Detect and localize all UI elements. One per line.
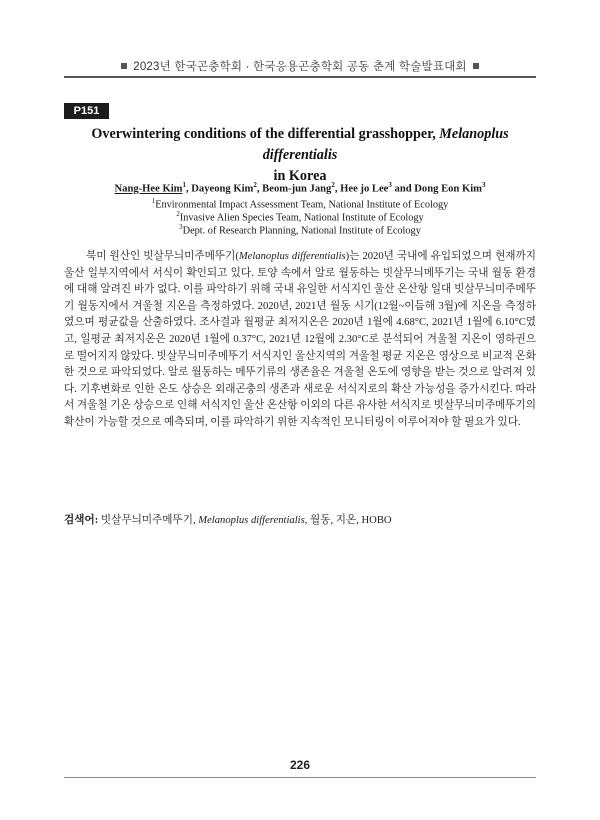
author-separator: , [256, 183, 263, 195]
author-affiliation-mark: 2 [331, 181, 335, 189]
author-affiliation-mark: 3 [388, 181, 392, 189]
author-list [64, 178, 536, 197]
author-affiliation-mark: 3 [481, 181, 486, 189]
header-divider [64, 76, 536, 78]
author-name: Nang-Hee Kim [114, 183, 183, 195]
footer-divider [64, 777, 536, 778]
abstract-text: 북미 원산인 빗살무늬미주메뚜기( [86, 251, 239, 262]
author-separator: , [334, 183, 341, 195]
square-bullet-icon [473, 63, 479, 69]
author-separator: , [185, 183, 192, 195]
affiliation-text: Dept. of Research Planning, National Institute of Ecology [182, 225, 421, 237]
title-species: Melanoplus differentialis [262, 126, 509, 163]
affiliation-text: Invasive Alien Species Team, National Institute of Ecology [179, 212, 424, 224]
keywords-label: 검색어: [64, 515, 99, 526]
affiliation [64, 221, 536, 237]
affiliation-mark: 3 [179, 223, 183, 231]
affiliation-text: Environmental Impact Assessment Team, National Institute of Ecology [155, 199, 449, 211]
keywords-species: Melanoplus differentialis [198, 515, 305, 526]
poster-id-badge: P151 [64, 103, 109, 119]
conference-header [0, 58, 600, 74]
square-bullet-icon [121, 63, 127, 69]
affiliation-mark: 2 [176, 210, 180, 218]
keywords [64, 513, 536, 529]
author-name: Dayeong Kim [191, 183, 254, 195]
author-name: Dong Eon Kim [414, 183, 482, 195]
author-conjunction: and [391, 183, 415, 195]
author-name: Hee jo Lee [340, 183, 389, 195]
author-affiliation-mark: 1 [182, 181, 186, 189]
abstract-species: Melanoplus differentialis [238, 251, 346, 262]
keywords-text: , 월동, 지온, HOBO [304, 515, 392, 526]
author-affiliation-mark: 2 [253, 181, 257, 189]
keywords-text: 빗살무늬미주메뚜기, [98, 515, 199, 526]
abstract-text: )는 2020년 국내에 유입되었으며 현재까지 울산 일부지역에서 서식이 확인되고 있다. 토양 속에서 알로 월동하는 빗살무늬메뚜기는 국내 월동 환경에 대해 알려진 바가 없다. 이를 파악하기 위해 국내 유일한 서식지인 울산 온산항 일대 빗살무늬미주메뚜기 월동지에서 겨울철 지온을 측정하였다. 2020년, 2021년 월동 시기(12월~이듬해 3월)에 지온을 측정하였으며 평균값을 산출하였다. 조사결과 월평균 최저지온은 2020년 1월에 4.68°C, 2021년 1월에 6.10°C였고, 일평균 최저지온은 2020년 1월에 0.37°C, 2021년 12월에 2.30°C로 분석되어 겨울철 지온이 영하권으로 떨어지지 않았다. 빗살무늬미주메뚜기 서식지인 울산지역의 겨울철 평균 지온은 영상으로 비교적 온화한 것으로 파악되었다. 알로 월동하는 메뚜기류의 생존율은 겨울철 온도에 영향을 받는 것으로 알려져 있다. 기후변화로 인한 온도 상승은 외래곤충의 생존과 새로운 서식지로의 확산 가능성을 증가시킨다. 따라서 겨울철 기온 상승으로 인해 서식지인 울산 온산항 이외의 다른 유사한 서식지로 빗살무늬미주메뚜기의 확산이 가능할 것으로 예측되며, 이를 파악하기 위한 지속적인 모니터링이 이루어져야 할 필요가 있다. [64, 251, 537, 428]
author-name: Beom-jun Jang [262, 183, 332, 195]
page-number: 226 [289, 758, 311, 772]
affiliation-mark: 1 [151, 197, 156, 205]
abstract-body [64, 249, 536, 432]
conference-title: 2023년 한국곤충학회 · 한국응용곤충학회 공동 춘계 학술발표대회 [133, 61, 467, 73]
title-text-line2: in Korea [273, 168, 327, 184]
title-text: Overwintering conditions of the differential grasshopper, [91, 126, 440, 142]
